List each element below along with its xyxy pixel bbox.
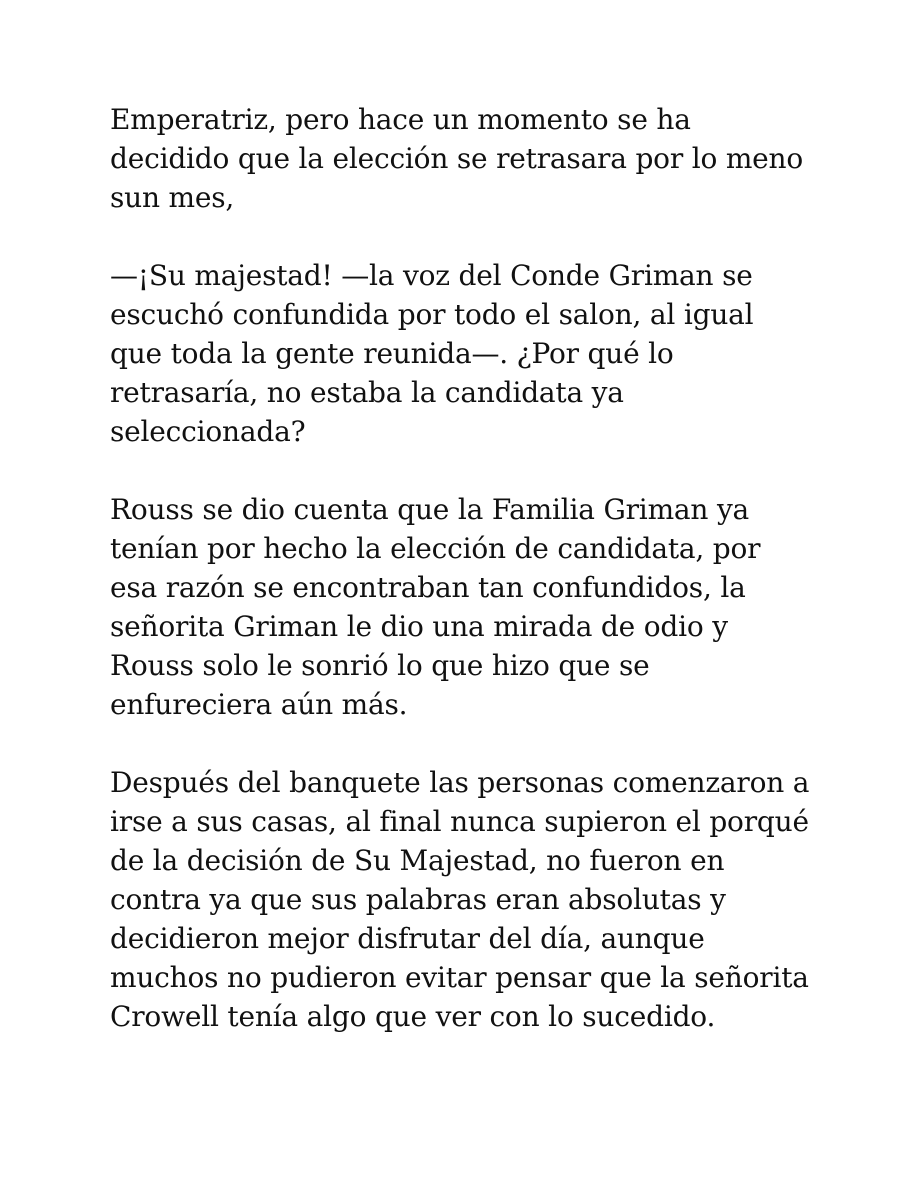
story-text: [110, 100, 810, 1075]
paragraph-3: Rouss se dio cuenta que la Familia Griman ya tenían por hecho la elección de candidata, por esa razón se encontraban tan confundidos, la señorita Griman le dio una mirada de odio y Rouss solo le sonrió lo que hizo que se enfureciera aún más.: [110, 493, 761, 721]
paragraph-4: Después del banquete las personas comenzaron a irse a sus casas, al final nunca supieron el porqué de la decisión de Su Majestad, no fueron en contra ya que sus palabras eran absolutas y decidieron mejor disfrutar del día, aunque muchos no pudieron evitar pensar que la señorita Crowell tenía algo que ver con lo sucedido.: [110, 766, 810, 1033]
paragraph-2: —¡Su majestad! —la voz del Conde Griman se escuchó confundida por todo el salon, al igual que toda la gente reunida—. ¿Por qué lo retrasaría, no estaba la candidata ya seleccionada?: [110, 259, 754, 448]
paragraph-1: Emperatriz, pero hace un momento se ha decidido que la elección se retrasara por lo meno sun mes,: [110, 103, 804, 214]
